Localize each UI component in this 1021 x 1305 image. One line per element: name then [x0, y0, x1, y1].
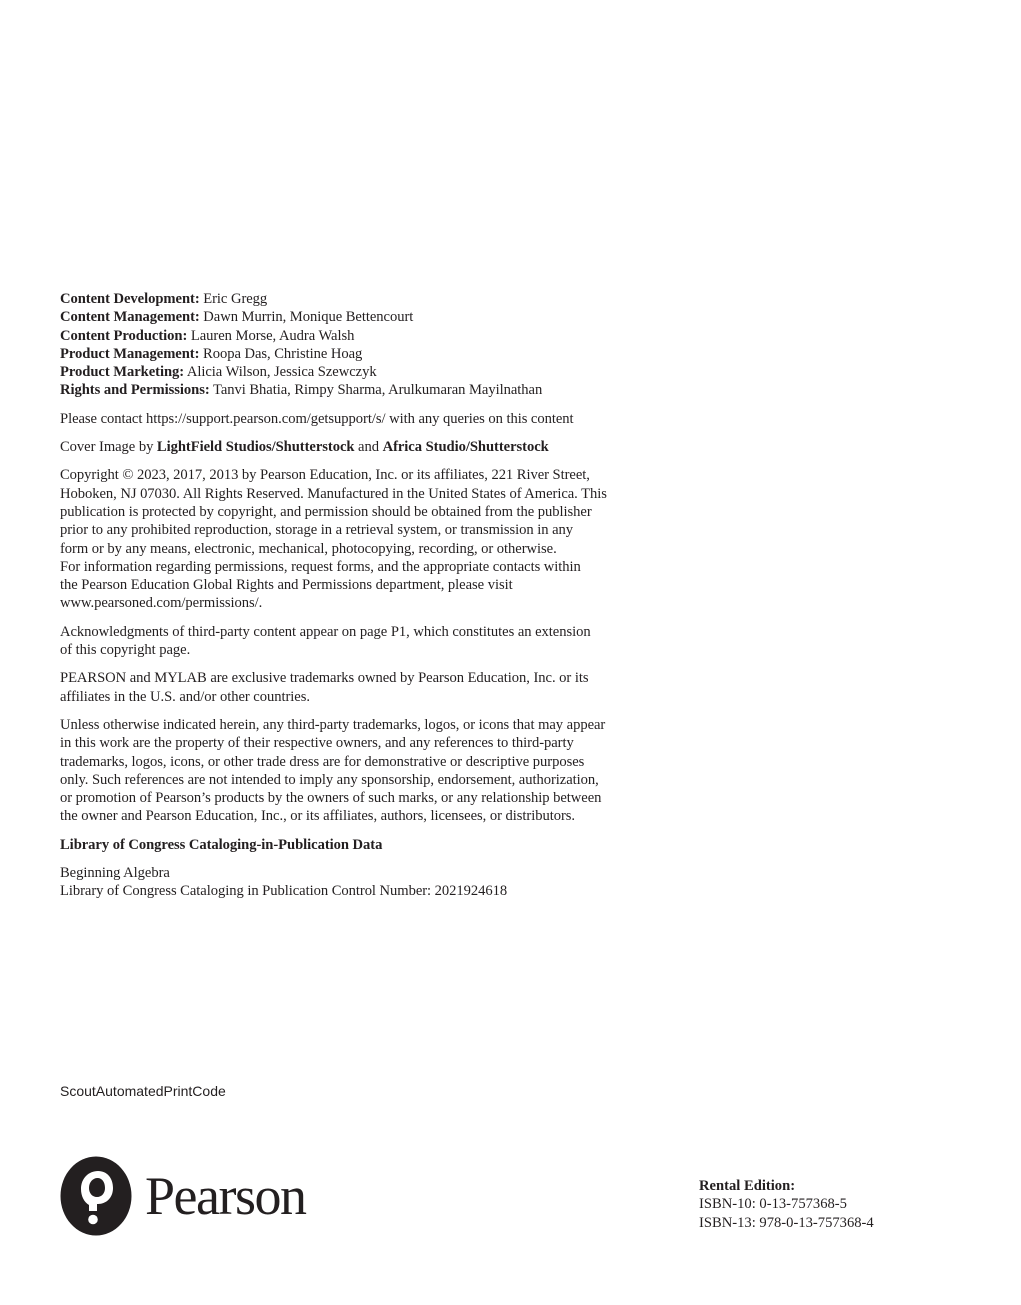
book-title: Beginning Algebra — [60, 865, 170, 882]
loc-heading-paragraph — [60, 836, 675, 854]
credit-line — [60, 290, 675, 308]
credit-line — [60, 327, 675, 345]
credit-label: Content Production: — [60, 327, 188, 344]
disclaimer-paragraph — [60, 716, 675, 826]
credit-label: Content Management: — [60, 309, 200, 326]
acknowledgments-line: of this copyright page. — [60, 642, 191, 659]
acknowledgments-paragraph — [60, 623, 675, 660]
copyright-paragraph — [60, 466, 675, 612]
credit-value: Alicia Wilson, Jessica Szewczyk — [184, 364, 377, 381]
cover-credit-line — [60, 438, 675, 456]
copyright-line: Copyright © 2023, 2017, 2013 by Pearson Education, Inc. or its affiliates, 221 River Street, — [60, 467, 590, 484]
copyright-line: prior to any prohibited reproduction, storage in a retrieval system, or transmission in any — [60, 522, 574, 539]
copyright-line: For information regarding permissions, request forms, and the appropriate contacts within — [60, 558, 581, 575]
credit-label: Rights and Permissions: — [60, 382, 210, 399]
cover-middle: and — [354, 439, 383, 456]
print-code: ScoutAutomatedPrintCode — [60, 1083, 226, 1099]
isbn-10: ISBN-10: 0-13-757368-5 — [699, 1196, 847, 1213]
disclaimer-line: or promotion of Pearson’s products by the owners of such marks, or any relationship between — [60, 790, 602, 807]
cover-prefix: Cover Image by — [60, 439, 157, 456]
credit-value: Lauren Morse, Audra Walsh — [187, 327, 355, 344]
pearson-wordmark: Pearson — [145, 1166, 306, 1226]
disclaimer-line: the owner and Pearson Education, Inc., or its affiliates, authors, licensees, or distributors. — [60, 808, 576, 825]
disclaimer-line: Unless otherwise indicated herein, any third-party trademarks, logos, or icons that may appear — [60, 716, 606, 733]
contact-line: Please contact https://support.pearson.com/getsupport/s/ with any queries on this content — [60, 410, 574, 427]
acknowledgments-line: Acknowledgments of third-party content appear on page P1, which constitutes an extension — [60, 623, 591, 640]
loc-heading: Library of Congress Cataloging-in-Publication Data — [60, 836, 383, 853]
credit-label: Content Development: — [60, 291, 200, 307]
pearson-logo — [60, 1156, 305, 1236]
cover-credit-paragraph — [60, 438, 675, 456]
credit-line — [60, 345, 675, 363]
cover-credit-1: LightField Studios/Shutterstock — [156, 439, 355, 456]
copyright-line: Hoboken, NJ 07030. All Rights Reserved. Manufactured in the United States of America. This — [60, 485, 607, 502]
pearson-p-logo-icon — [60, 1156, 132, 1236]
copyright-page-text — [60, 290, 675, 901]
credit-value: Roopa Das, Christine Hoag — [199, 345, 363, 362]
credit-value: Dawn Murrin, Monique Bettencourt — [199, 309, 414, 326]
disclaimer-line: in this work are the property of their respective owners, and any references to third-party — [60, 735, 574, 752]
copyright-line: the Pearson Education Global Rights and Permissions department, please visit — [60, 577, 513, 594]
cover-credit-2: Africa Studio/Shutterstock — [382, 439, 549, 456]
credits-list — [60, 290, 675, 400]
loc-data-paragraph — [60, 864, 675, 901]
credit-value: Eric Gregg — [199, 291, 268, 307]
disclaimer-line: only. Such references are not intended to imply any sponsorship, endorsement, authorization, — [60, 771, 599, 788]
trademark-line: PEARSON and MYLAB are exclusive trademarks owned by Pearson Education, Inc. or its — [60, 670, 589, 687]
rental-edition-block — [699, 1177, 874, 1232]
isbn-13: ISBN-13: 978-0-13-757368-4 — [699, 1214, 874, 1231]
credit-line — [60, 308, 675, 326]
credit-label: Product Management: — [60, 345, 200, 362]
credit-line — [60, 363, 675, 381]
trademark-line: affiliates in the U.S. and/or other countries. — [60, 688, 310, 705]
credit-label: Product Marketing: — [60, 364, 185, 381]
copyright-line: publication is protected by copyright, and permission should be obtained from the publisher — [60, 503, 592, 520]
loc-control-number: Library of Congress Cataloging in Publication Control Number: 2021924618 — [60, 883, 508, 900]
trademark-paragraph — [60, 669, 675, 706]
credit-value: Tanvi Bhatia, Rimpy Sharma, Arulkumaran Mayilnathan — [209, 382, 543, 399]
rental-heading: Rental Edition: — [699, 1178, 796, 1194]
contact-paragraph — [60, 410, 675, 428]
copyright-line: form or by any means, electronic, mechanical, photocopying, recording, or otherwise. — [60, 540, 557, 557]
credit-line — [60, 381, 675, 399]
copyright-line: www.pearsoned.com/permissions/. — [60, 595, 263, 612]
disclaimer-line: trademarks, logos, icons, or other trade dress are for demonstrative or descriptive purposes — [60, 753, 585, 770]
